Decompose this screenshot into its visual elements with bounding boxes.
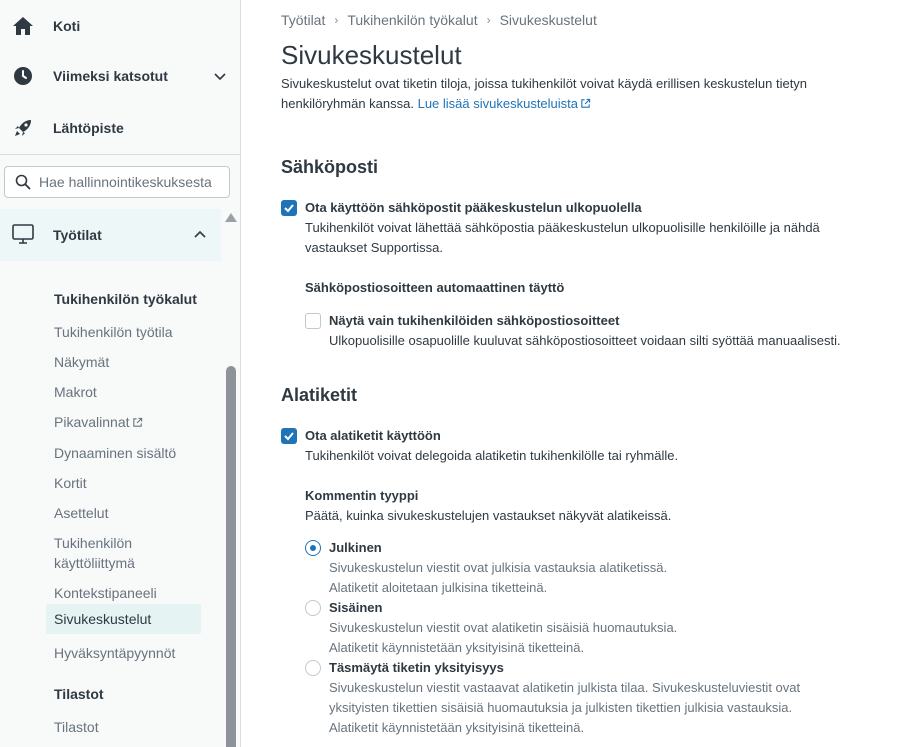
rocket-icon — [11, 116, 35, 140]
nav-launchpad[interactable] — [0, 102, 240, 154]
email-section-title: Sähköposti — [281, 157, 379, 177]
monitor-icon — [11, 222, 35, 246]
search-icon — [15, 174, 31, 190]
agents-only-label[interactable]: Näytä vain tukihenkilöiden sähköpostiosoitteet — [329, 313, 620, 328]
email-enable-checkbox[interactable] — [281, 200, 297, 216]
radio-option-internal — [281, 598, 881, 658]
search-box[interactable] — [4, 166, 230, 198]
breadcrumb-item: Sivukeskustelut — [499, 12, 597, 28]
agents-only-option — [305, 311, 895, 351]
nav-workspaces[interactable] — [0, 209, 221, 261]
radio-internal-desc-2: Alatiketit käynnistetään yksityisinä tiketteinä. — [329, 640, 585, 655]
breadcrumb-item[interactable]: Työtilat — [281, 12, 326, 28]
external-link-icon — [580, 98, 591, 109]
radio-public[interactable] — [305, 540, 321, 556]
breadcrumb — [281, 12, 597, 28]
learn-more-link[interactable] — [418, 96, 591, 111]
sidebar-item-label: Pikavalinnat — [54, 414, 130, 430]
home-icon — [11, 14, 35, 38]
sidebar-item-stats[interactable]: Tilastot — [54, 719, 99, 735]
radio-public-desc-2: Alatiketit aloitetaan julkisina tiketteinä. — [329, 580, 548, 595]
radio-internal[interactable] — [305, 600, 321, 616]
nav-label: Viimeksi katsotut — [53, 68, 168, 84]
sidebar-item-cards[interactable]: Kortit — [54, 475, 87, 491]
chevron-up-icon[interactable] — [192, 227, 208, 243]
comment-type-desc: Päätä, kuinka sivukeskustelujen vastaukset näkyvät alatikeissä. — [305, 508, 672, 523]
agents-only-checkbox[interactable] — [305, 313, 321, 329]
radio-match-privacy[interactable] — [305, 660, 321, 676]
search-input[interactable] — [39, 167, 227, 197]
chevron-right-icon: › — [334, 13, 339, 27]
email-enable-option — [281, 198, 881, 258]
radio-option-match-privacy — [281, 658, 891, 738]
clock-icon — [11, 64, 35, 88]
radio-internal-label[interactable]: Sisäinen — [329, 600, 383, 615]
breadcrumb-item[interactable]: Tukihenkilön työkalut — [347, 12, 478, 28]
sidebar-item-context-panel[interactable]: Kontekstipaneeli — [54, 585, 157, 601]
subtickets-enable-desc: Tukihenkilöt voivat delegoida alatiketin tukihenkilölle tai ryhmälle. — [305, 448, 679, 463]
sidebar-item-shortcuts[interactable] — [46, 408, 201, 436]
nav-recently-viewed[interactable] — [0, 50, 240, 102]
radio-match-privacy-desc-2: yksityisten tikettien sisäisiä huomautuksia ja julkisten tikettien julkisia vastauksia. — [329, 700, 793, 715]
checkmark-icon — [281, 428, 297, 444]
sidebar — [0, 0, 241, 747]
sidebar-item-dynamic-content[interactable]: Dynaaminen sisältö — [54, 445, 177, 461]
subtickets-section-title: Alatiketit — [281, 385, 358, 405]
main-content — [241, 0, 897, 747]
intro-text: Sivukeskustelut ovat tiketin tiloja, joissa tukihenkilöt voivat käydä erillisen keskustelun tietyn henkilöryhmän kanssa. — [281, 76, 808, 111]
sidebar-item-agent-interface[interactable]: Tukihenkilön käyttöliittymä — [54, 535, 135, 571]
page-title: Sivukeskustelut — [281, 40, 462, 70]
radio-option-public — [281, 538, 881, 598]
scroll-up-arrow-icon[interactable] — [225, 213, 237, 222]
nav-label: Koti — [53, 18, 81, 34]
nav-label: Lähtöpiste — [53, 120, 124, 136]
sidebar-item-side-conversations[interactable]: Sivukeskustelut — [46, 604, 201, 634]
nav-label: Työtilat — [53, 227, 102, 243]
scrollbar-thumb[interactable] — [226, 366, 236, 747]
comment-type-title: Kommentin tyyppi — [305, 488, 419, 503]
agent-tools-heading: Tukihenkilön työkalut — [54, 291, 197, 307]
sidebar-item-layouts[interactable]: Asettelut — [54, 505, 109, 521]
sidebar-item-approvals[interactable]: Hyväksyntäpyynnöt — [54, 645, 176, 661]
radio-match-privacy-desc-3: Alatiketit käynnistetään yksityisinä tiketteinä. — [329, 720, 585, 735]
subtickets-enable-checkbox[interactable] — [281, 428, 297, 444]
agents-only-desc: Ulkopuolisille osapuolille kuuluvat sähköpostiosoitteet voidaan silti syöttää manuaalisesti. — [329, 333, 841, 348]
learn-more-label: Lue lisää sivukeskusteluista — [417, 96, 579, 111]
subtickets-enable-option — [281, 426, 881, 466]
checkmark-icon — [281, 200, 297, 216]
page-intro — [281, 74, 841, 114]
chevron-right-icon: › — [486, 13, 491, 27]
external-link-icon — [132, 417, 143, 428]
nav-home[interactable] — [0, 0, 240, 52]
stats-heading: Tilastot — [54, 686, 104, 702]
divider — [0, 154, 240, 155]
chevron-down-icon[interactable] — [212, 68, 228, 84]
radio-public-desc-1: Sivukeskustelun viestit ovat julkisia vastauksia alatiketissä. — [329, 560, 668, 575]
email-enable-desc: Tukihenkilöt voivat lähettää sähköpostia pääkeskustelun ulkopuolisille henkilöille ja nähdä vastaukset Supportissa. — [305, 220, 820, 255]
radio-public-label[interactable]: Julkinen — [329, 540, 382, 555]
radio-match-privacy-label[interactable]: Täsmäytä tiketin yksityisyys — [329, 660, 504, 675]
sidebar-item-macros[interactable]: Makrot — [54, 384, 97, 400]
radio-internal-desc-1: Sivukeskustelun viestit ovat alatiketin sisäisiä huomautuksia. — [329, 620, 678, 635]
email-autofill-title: Sähköpostiosoitteen automaattinen täyttö — [305, 280, 565, 295]
radio-match-privacy-desc-1: Sivukeskustelun viestit vastaavat alatiketin julkista tilaa. Sivukeskusteluviestit ovat — [329, 680, 801, 695]
sidebar-item-views[interactable]: Näkymät — [54, 354, 110, 370]
email-enable-label[interactable]: Ota käyttöön sähköpostit pääkeskustelun ulkopuolella — [305, 200, 642, 215]
subtickets-enable-label[interactable]: Ota alatiketit käyttöön — [305, 428, 441, 443]
sidebar-item-agent-workspace[interactable]: Tukihenkilön työtila — [54, 324, 173, 340]
